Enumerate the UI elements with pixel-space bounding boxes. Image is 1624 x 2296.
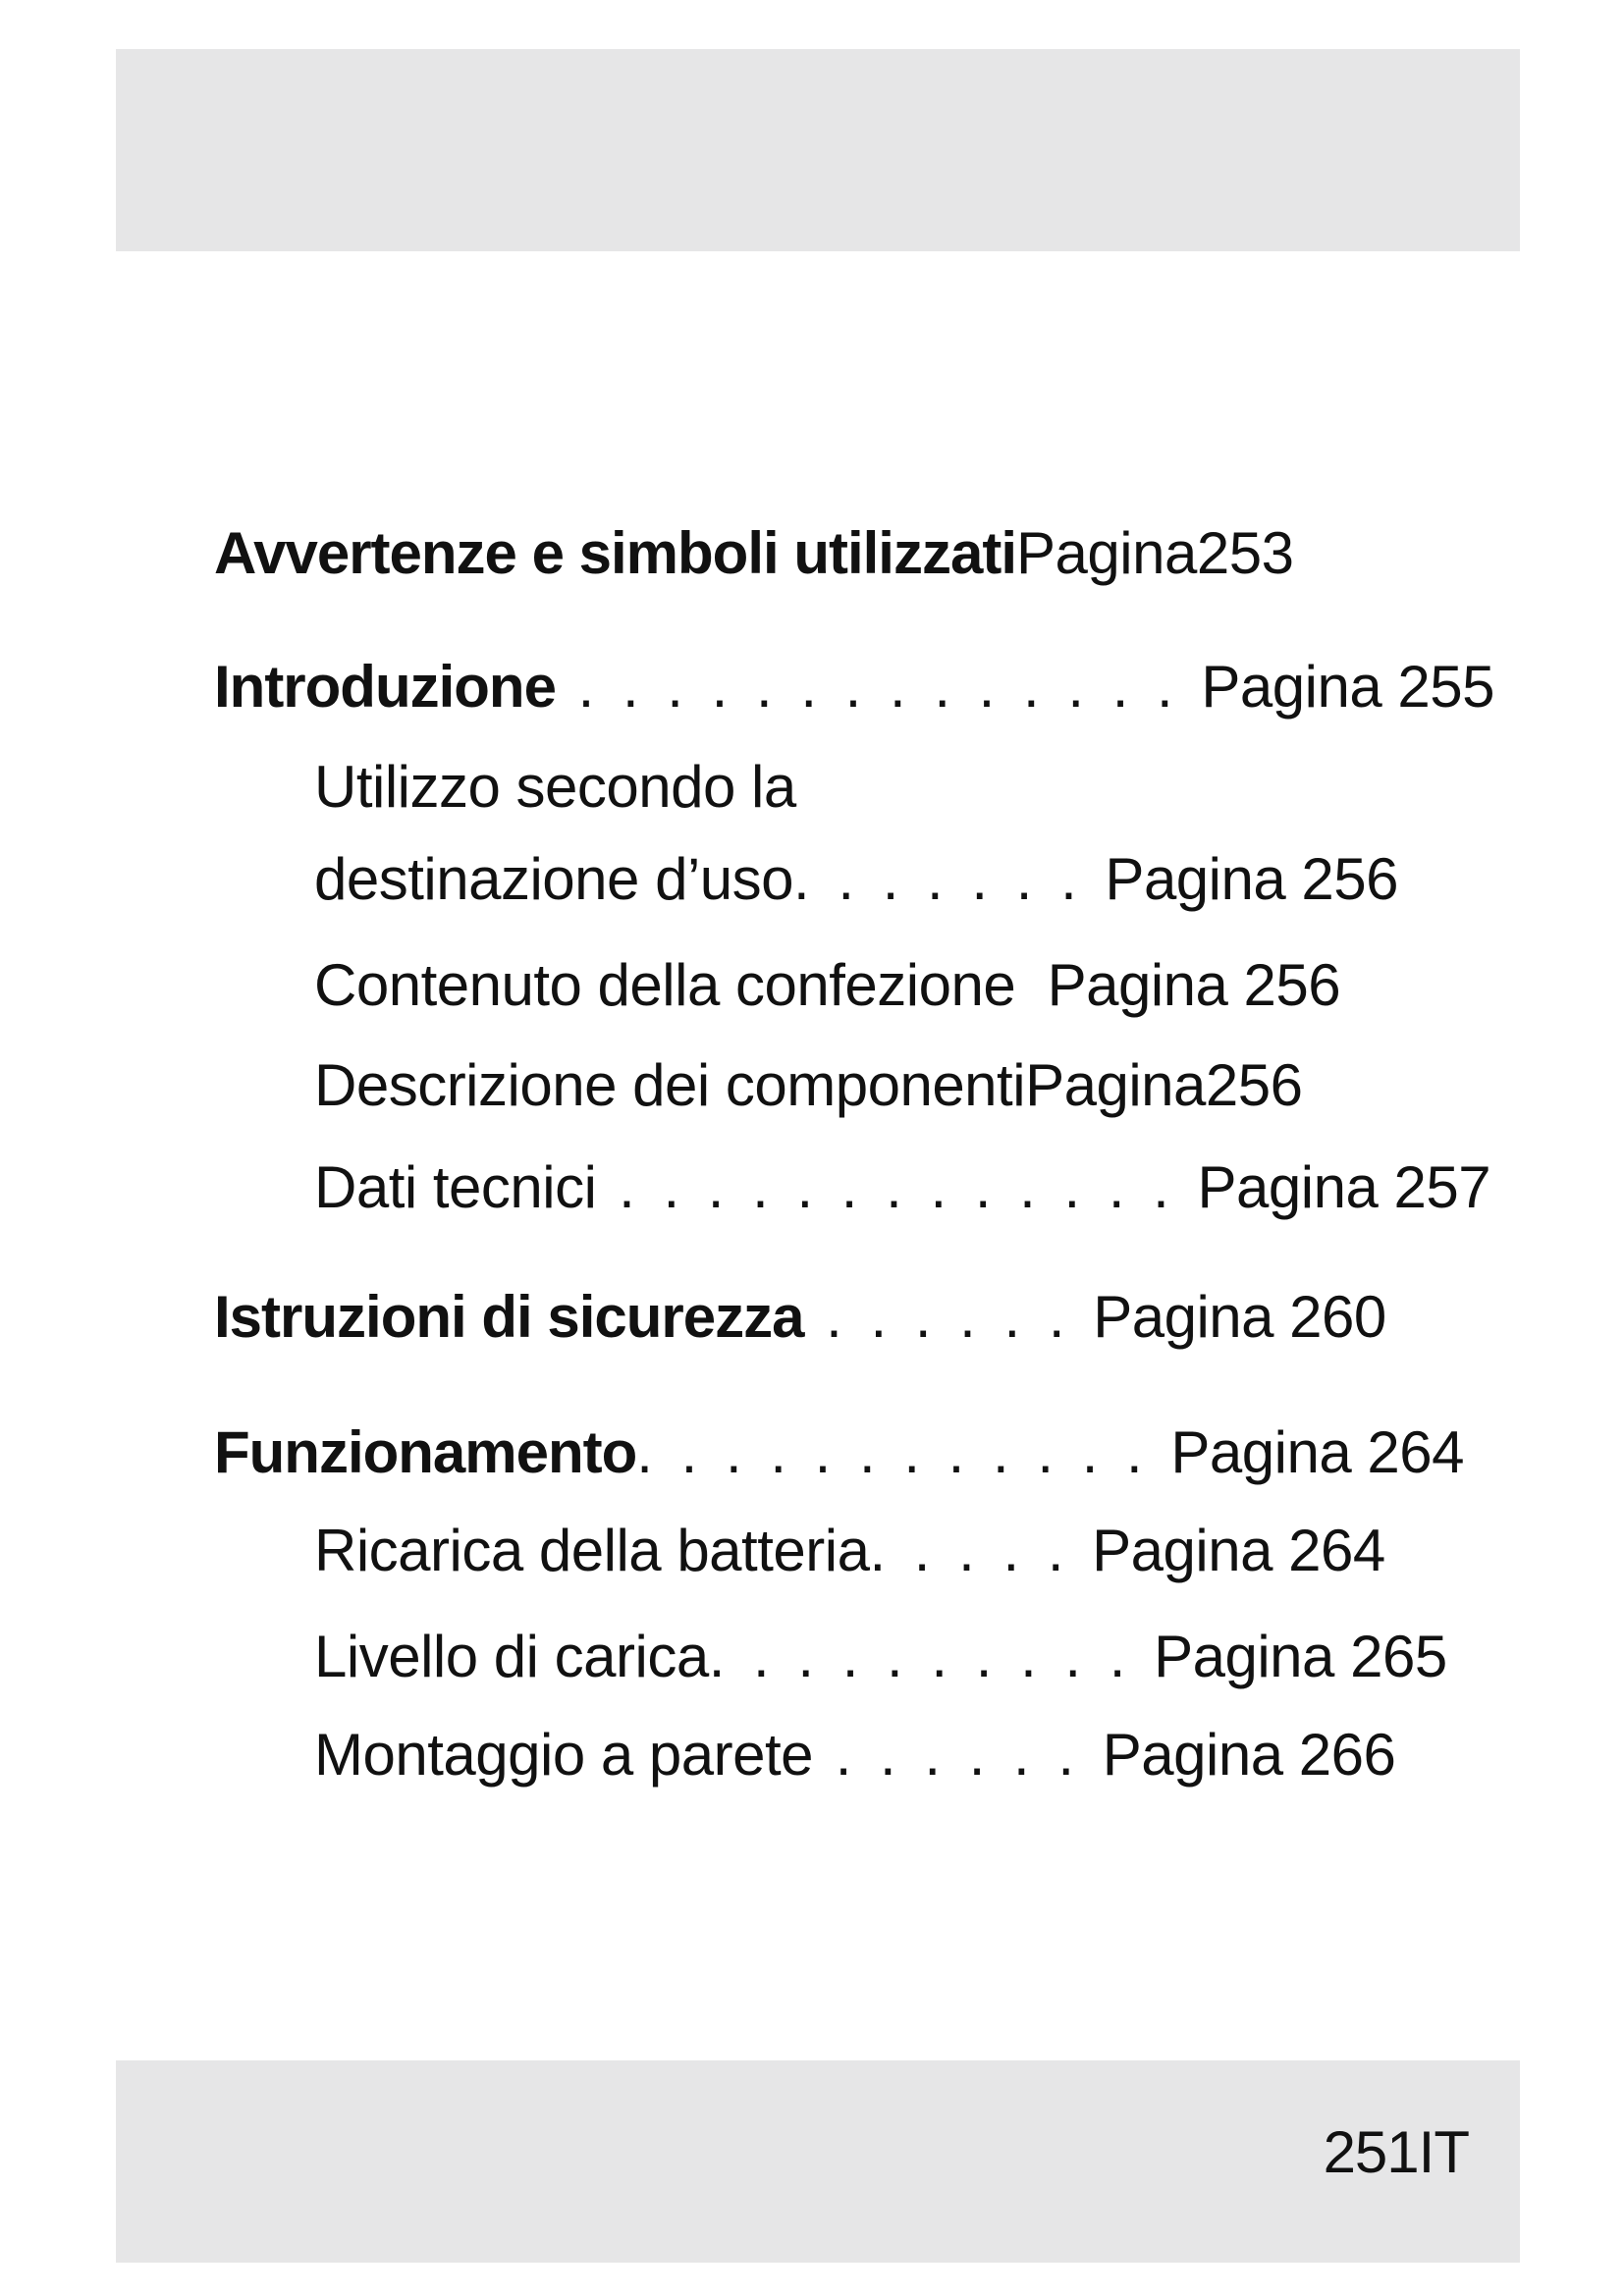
toc-entry-page: Pagina 257 [1197, 1154, 1491, 1220]
toc-entry-page: Pagina 256 [1047, 952, 1341, 1018]
toc-entry-istruzioni[interactable] [214, 1284, 1386, 1350]
toc-leader-dots: . . . . . . . . . . . . . . [555, 654, 1202, 720]
toc-entry-page: Pagina 265 [1154, 1624, 1447, 1689]
toc-leader-dots: . . . . . [869, 1518, 1093, 1583]
toc-entry-page: Pagina 256 [1105, 846, 1399, 912]
toc-entry-title: Ricarica della batteria [314, 1518, 870, 1583]
toc-entry-descrizione[interactable] [314, 1052, 1303, 1118]
toc-entry-livello[interactable] [314, 1624, 1447, 1689]
toc-entry-title: Funzionamento [214, 1419, 637, 1485]
toc-entry-page: Pagina 264 [1170, 1419, 1464, 1485]
toc-leader-dots: . . . . . . . [793, 846, 1106, 912]
page-folio [1323, 2119, 1469, 2185]
toc-entry-introduzione[interactable] [214, 654, 1494, 720]
toc-entry-dati-tecnici[interactable] [314, 1154, 1491, 1220]
toc-entry-contenuto[interactable] [314, 952, 1341, 1018]
toc-entry-title: Livello di carica [314, 1624, 709, 1689]
toc-leader-dots: . . . . . . . . . . [708, 1624, 1155, 1689]
toc-entry-title: Dati tecnici [314, 1154, 597, 1220]
toc-leader-dots: . . . . . . [803, 1284, 1094, 1350]
toc-entry-ricarica[interactable] [314, 1518, 1385, 1583]
toc-entry-title: Montaggio a parete [314, 1722, 814, 1788]
toc-leader-dots: . . . . . . . . . . . . [636, 1419, 1171, 1485]
toc-entry-utilizzo-line1[interactable] [314, 754, 796, 820]
toc-entry-title: destinazione d’uso [314, 846, 794, 912]
language-code: IT [1418, 2119, 1469, 2185]
toc-entry-page: Pagina 266 [1102, 1722, 1396, 1788]
toc-entry-title: Avvertenze e simboli utilizzati [214, 520, 1016, 586]
toc-entry-page: Pagina 255 [1201, 654, 1494, 720]
toc-entry-title: Utilizzo secondo la [314, 754, 796, 820]
toc-entry-page: Pagina 264 [1092, 1518, 1385, 1583]
toc-entry-page: Pagina 260 [1093, 1284, 1386, 1350]
toc-leader-dots: . . . . . . . . . . . . . [596, 1154, 1198, 1220]
toc-entry-utilizzo-line2[interactable] [314, 846, 1399, 912]
toc-entry-title: Istruzioni di sicurezza [214, 1284, 804, 1350]
toc-entry-page: Pagina253 [1016, 520, 1294, 586]
footer-band [116, 2060, 1520, 2263]
toc-entry-avvertenze[interactable] [214, 520, 1294, 586]
toc-entry-title: Introduzione [214, 654, 556, 720]
toc-entry-montaggio[interactable] [314, 1722, 1396, 1788]
toc-leader-dots: . . . . . . [813, 1722, 1103, 1788]
toc-entry-title: Contenuto della confezione [314, 952, 1016, 1018]
toc-entry-page: Pagina256 [1025, 1052, 1303, 1118]
page-number: 251 [1323, 2119, 1419, 2185]
toc-entry-funzionamento[interactable] [214, 1419, 1464, 1485]
toc-entry-title: Descrizione dei componenti [314, 1052, 1026, 1118]
